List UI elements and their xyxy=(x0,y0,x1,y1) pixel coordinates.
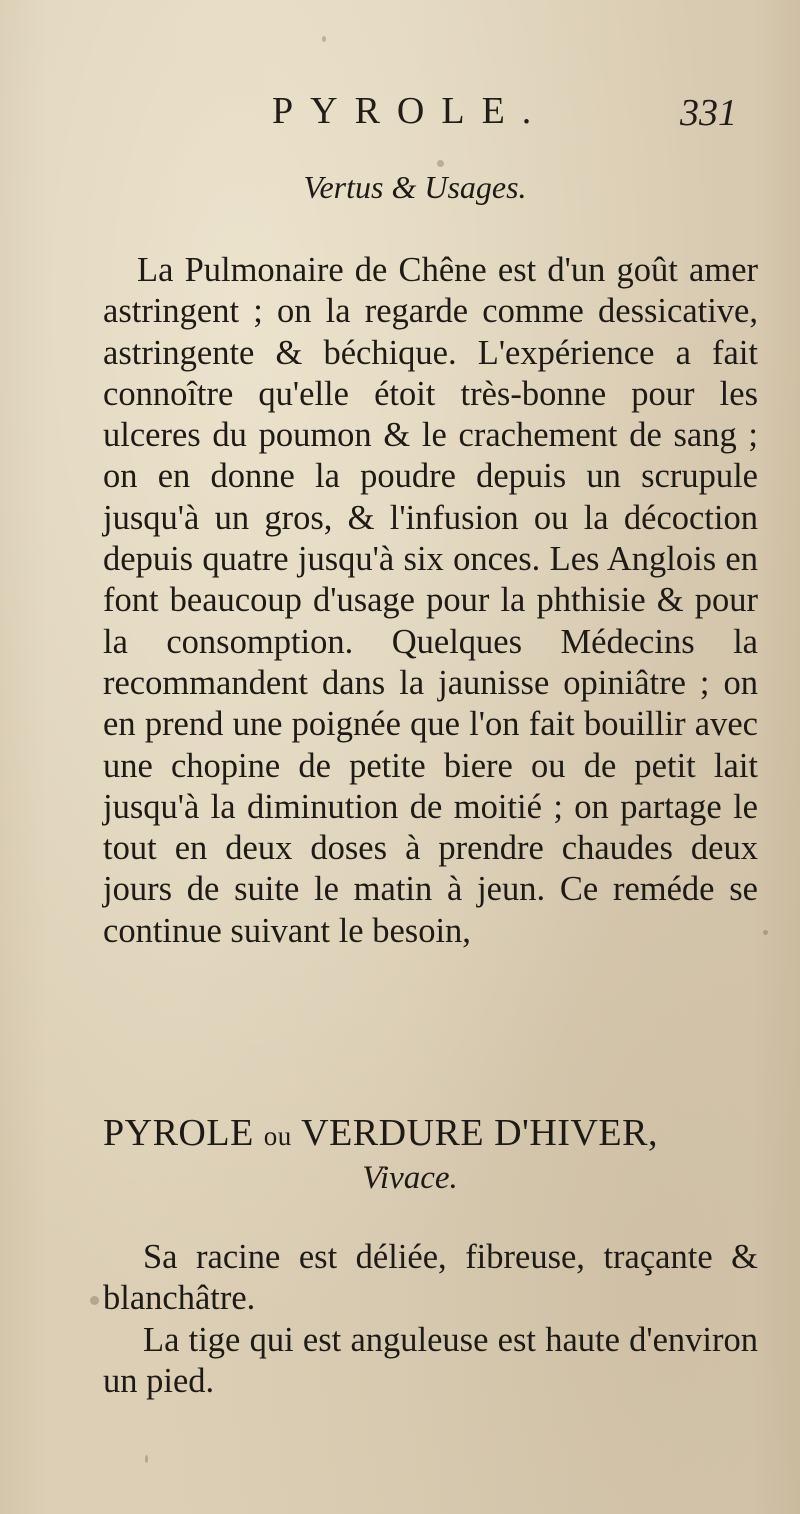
paragraph-pulmonaire: La Pulmonaire de Chêne est d'un goût amer astringent ; on la regarde comme dessicative, astringente & béchique. L'expérience a fait connoître qu'elle étoit très-bonne pour les ulceres du poumon & le crachement de sang ; on en donne la poudre depuis un scrupule jusqu'à un gros, & l'infusion ou la décoction depuis quatre jusqu'à six onces. Les Anglois en font beaucoup d'usage pour la phthisie & pour la consomption. Quelques Médecins la recommandent dans la jaunisse opiniâtre ; on en prend une poignée que l'on fait bouillir avec une chopine de petite biere ou de petit lait jusqu'à la diminution de moitié ; on partage le tout en deux doses à prendre chaudes deux jours de suite le matin à jeun. Ce reméde se continue suivant le besoin, xyxy=(103,251,758,950)
paper-speck xyxy=(90,1296,99,1305)
plant-name-connector: ou xyxy=(263,1121,292,1151)
paper-speck xyxy=(763,930,768,935)
paragraph-racine: Sa racine est déliée, fibreuse, traçante & blanchâtre. xyxy=(103,1238,758,1318)
running-head xyxy=(0,88,800,138)
section-heading: Vertus & Usages. xyxy=(303,169,527,205)
paper-speck xyxy=(322,36,326,42)
paragraph-tige: La tige qui est anguleuse est haute d'environ un pied. xyxy=(103,1321,758,1401)
paper-speck xyxy=(437,160,444,167)
plant-heading xyxy=(103,1110,763,1159)
plant-name: PYROLE xyxy=(103,1112,254,1154)
plant-subheading: Vivace. xyxy=(362,1160,458,1196)
page-number: 331 xyxy=(680,92,737,134)
plant-alt-name: VERDURE D'HIVER, xyxy=(301,1112,658,1154)
paper-speck xyxy=(145,1455,148,1463)
running-title: PYROLE. xyxy=(272,90,549,132)
